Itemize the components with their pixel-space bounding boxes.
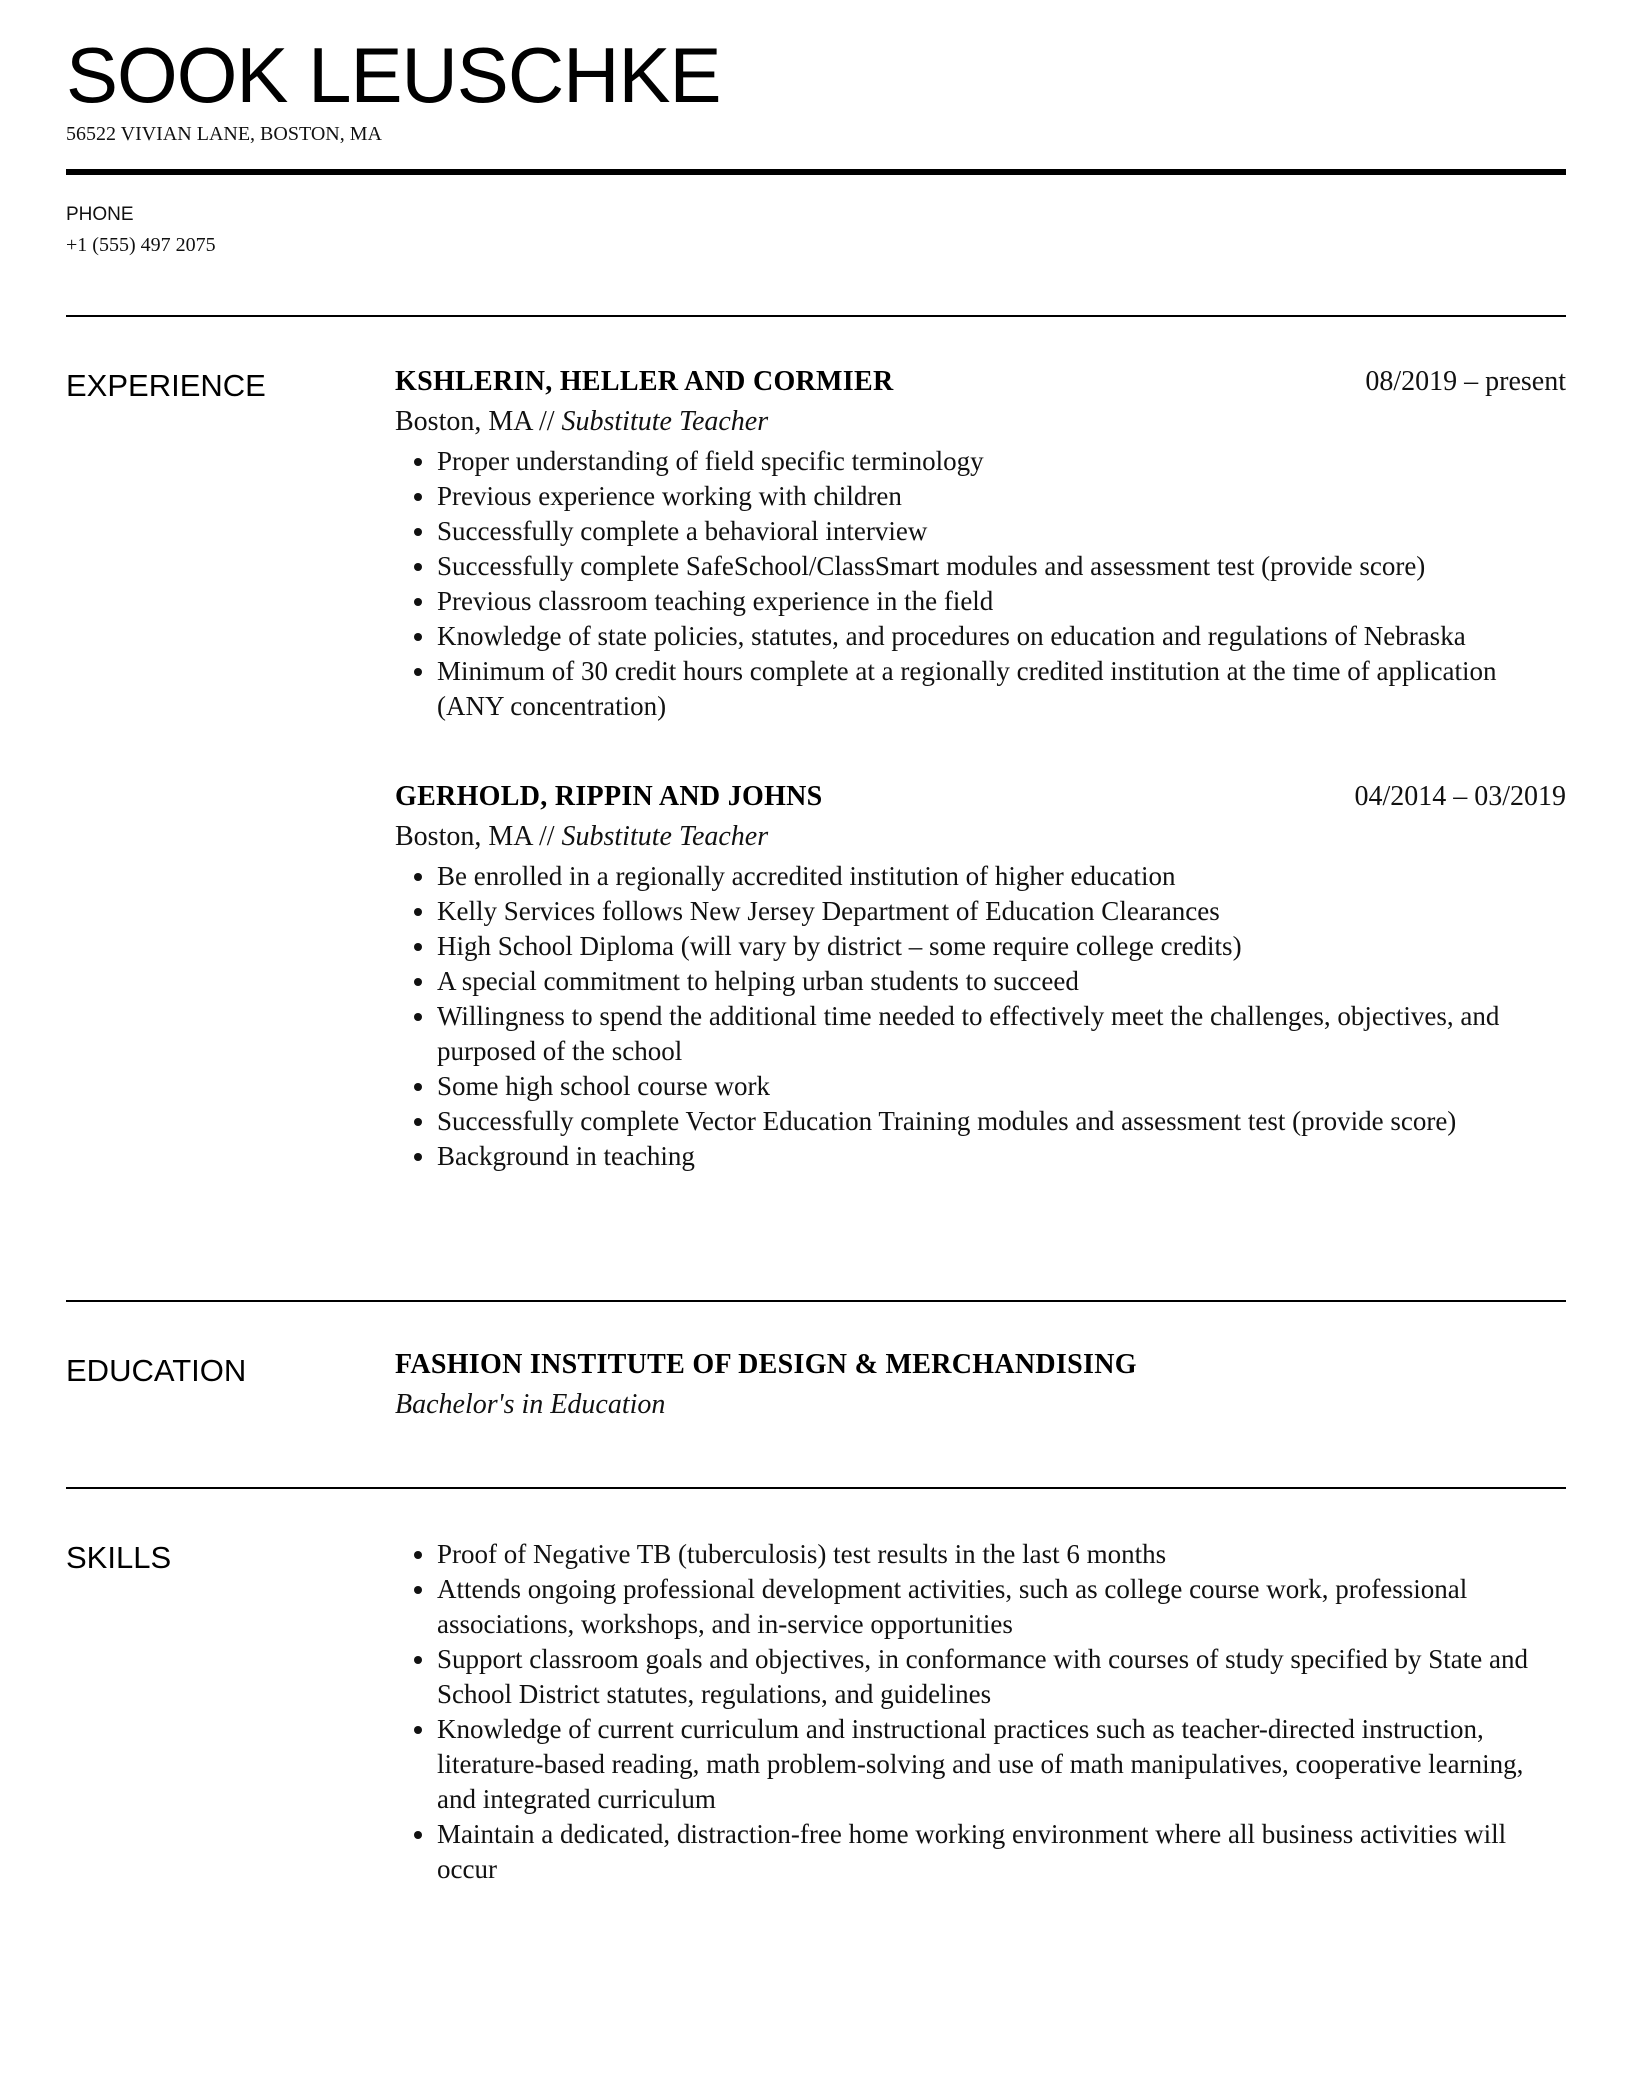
job-title: Substitute Teacher [561, 406, 769, 437]
job-separator: // [538, 406, 555, 437]
header-divider [66, 169, 1566, 175]
job-bullet: • Proper understanding of field specific terminology [437, 444, 1566, 479]
address: 56522 VIVIAN LANE, BOSTON, MA [66, 123, 382, 145]
job-location: Boston, MA [395, 821, 532, 852]
job-bullet: • High School Diploma (will vary by district – some require college credits) [437, 929, 1566, 964]
job-entry [395, 777, 1566, 1174]
experience-section [395, 362, 1566, 1174]
education-section [395, 1345, 1566, 1425]
job-bullet-list [395, 444, 1566, 724]
job-bullet: • Knowledge of state policies, statutes, and procedures on education and regulations of Nebraska [437, 619, 1566, 654]
job-dates: 08/2019 – present [1365, 366, 1566, 397]
education-school: FASHION INSTITUTE OF DESIGN & MERCHANDISING [395, 1349, 1137, 1380]
job-bullet: • Minimum of 30 credit hours complete at a regionally credited institution at the time of application (ANY concentration) [437, 654, 1566, 724]
phone-label: PHONE [66, 204, 134, 225]
job-bullet: • Previous experience working with children [437, 479, 1566, 514]
job-bullet: • A special commitment to helping urban students to succeed [437, 964, 1566, 999]
job-location-title [395, 817, 1566, 857]
job-bullet: • Be enrolled in a regionally accredited institution of higher education [437, 859, 1566, 894]
skills-list [395, 1537, 1566, 1887]
job-bullet: • Successfully complete a behavioral interview [437, 514, 1566, 549]
job-location-title [395, 402, 1566, 442]
job-bullet: • Willingness to spend the additional time needed to effectively meet the challenges, objectives, and purposed of the school [437, 999, 1566, 1069]
job-company: GERHOLD, RIPPIN AND JOHNS [395, 781, 823, 812]
job-location: Boston, MA [395, 406, 532, 437]
section-divider [66, 1300, 1566, 1302]
skill-item: • Knowledge of current curriculum and instructional practices such as teacher-directed instruction, literature-based reading, math problem-solving and use of math manipulatives, cooperative learning, and integrated curriculum [437, 1712, 1566, 1817]
skill-item: • Proof of Negative TB (tuberculosis) test results in the last 6 months [437, 1537, 1566, 1572]
skill-item: • Maintain a dedicated, distraction-free home working environment where all business activities will occur [437, 1817, 1566, 1887]
education-degree: Bachelor's in Education [395, 1389, 666, 1420]
section-divider [66, 1487, 1566, 1489]
job-separator: // [538, 821, 555, 852]
skill-item: • Support classroom goals and objectives, in conformance with courses of study specified by State and School District statutes, regulations, and guidelines [437, 1642, 1566, 1712]
job-bullet: • Background in teaching [437, 1139, 1566, 1174]
section-divider [66, 315, 1566, 317]
job-title: Substitute Teacher [561, 821, 769, 852]
job-bullet: • Successfully complete Vector Education Training modules and assessment test (provide score) [437, 1104, 1566, 1139]
job-bullet: • Kelly Services follows New Jersey Department of Education Clearances [437, 894, 1566, 929]
skills-heading: SKILLS [66, 1540, 172, 1575]
job-bullet: • Previous classroom teaching experience in the field [437, 584, 1566, 619]
job-entry [395, 362, 1566, 724]
education-heading: EDUCATION [66, 1353, 247, 1388]
job-dates: 04/2014 – 03/2019 [1354, 781, 1566, 812]
job-bullet-list [395, 859, 1566, 1174]
phone-number: +1 (555) 497 2075 [66, 234, 216, 256]
job-bullet: • Successfully complete SafeSchool/ClassSmart modules and assessment test (provide score) [437, 549, 1566, 584]
candidate-name: SOOK LEUSCHKE [66, 31, 721, 119]
job-company: KSHLERIN, HELLER AND CORMIER [395, 366, 894, 397]
job-bullet: • Some high school course work [437, 1069, 1566, 1104]
skill-item: • Attends ongoing professional development activities, such as college course work, professional associations, workshops, and in-service opportunities [437, 1572, 1566, 1642]
experience-heading: EXPERIENCE [66, 368, 266, 403]
skills-section [395, 1537, 1566, 1887]
